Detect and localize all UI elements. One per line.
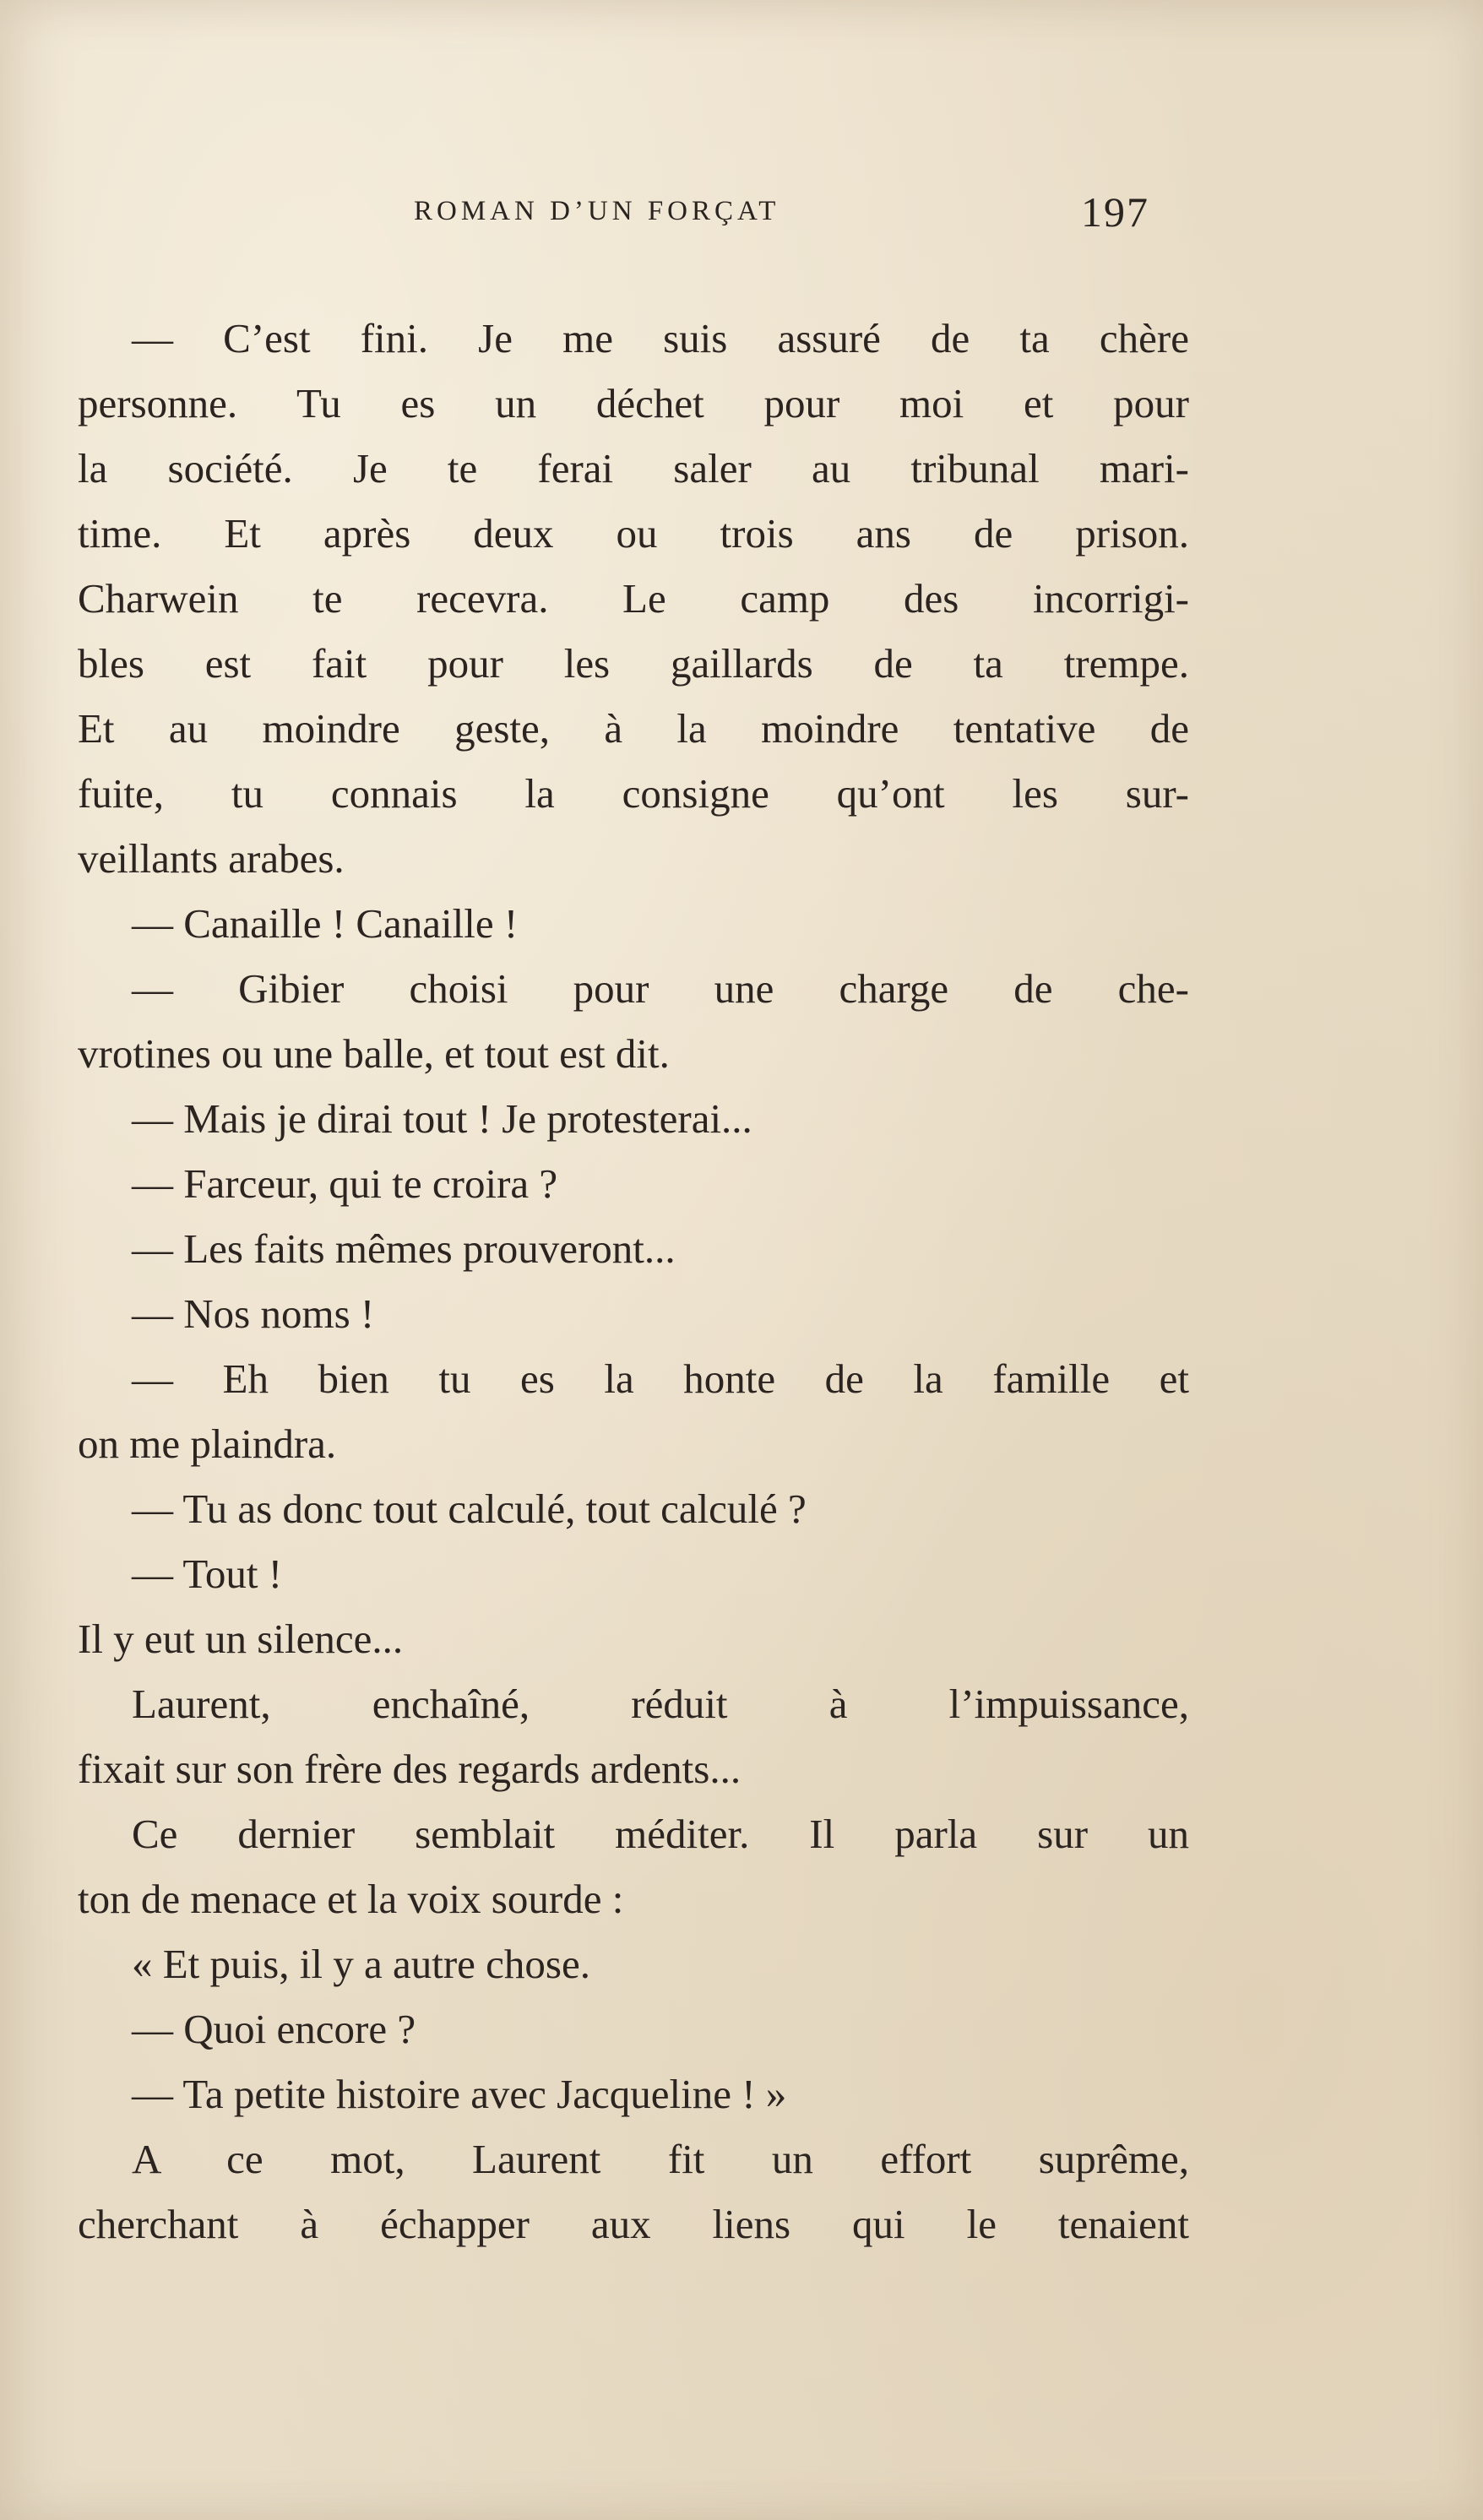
text-line: personne. Tu es un déchet pour moi et pour: [78, 380, 1189, 426]
text-line: — Quoi encore ?: [132, 2006, 416, 2052]
text-line: la société. Je te ferai saler au tribunal mari-: [78, 445, 1189, 492]
text-line: — Gibier choisi pour une charge de che-: [132, 965, 1189, 1012]
running-title: ROMAN D’UN FORÇAT: [414, 196, 780, 226]
text-line: — Farceur, qui te croira ?: [132, 1160, 558, 1207]
text-line: on me plaindra.: [78, 1420, 337, 1467]
text-line: — Tout !: [132, 1551, 283, 1597]
text-line: fuite, tu connais la consigne qu’ont les sur-: [78, 770, 1189, 817]
text-line: Et au moindre geste, à la moindre tentative de: [78, 705, 1189, 752]
text-line: A ce mot, Laurent fit un effort suprême,: [132, 2136, 1189, 2182]
text-line: — Mais je dirai tout ! Je protesterai...: [132, 1095, 752, 1142]
page-header: [0, 187, 1483, 255]
text-line: — C’est fini. Je me suis assuré de ta chère: [132, 315, 1189, 361]
text-line: cherchant à échapper aux liens qui le tenaient: [78, 2201, 1189, 2247]
text-line: — Nos noms !: [132, 1290, 375, 1337]
body-text: [78, 306, 1189, 2257]
text-line: bles est fait pour les gaillards de ta trempe.: [78, 640, 1189, 687]
text-line: « Et puis, il y a autre chose.: [132, 1941, 590, 1987]
text-line: — Ta petite histoire avec Jacqueline ! »: [132, 2071, 787, 2117]
text-line: fixait sur son frère des regards ardents...: [78, 1746, 742, 1792]
text-line: veillants arabes.: [78, 835, 345, 882]
page-number: 197: [1081, 188, 1149, 236]
text-line: — Eh bien tu es la honte de la famille et: [132, 1355, 1189, 1402]
text-line: Laurent, enchaîné, réduit à l’impuissance,: [132, 1681, 1189, 1727]
text-line: — Les faits mêmes prouveront...: [132, 1225, 676, 1272]
text-line: — Tu as donc tout calculé, tout calculé ?: [132, 1485, 807, 1532]
text-line: Charwein te recevra. Le camp des incorrigi-: [78, 575, 1189, 622]
text-line: time. Et après deux ou trois ans de prison.: [78, 510, 1189, 557]
text-line: Ce dernier semblait méditer. Il parla sur un: [132, 1811, 1189, 1857]
text-line: — Canaille ! Canaille !: [132, 900, 519, 947]
text-line: Il y eut un silence...: [78, 1616, 404, 1662]
text-line: ton de menace et la voix sourde :: [78, 1876, 624, 1922]
text-line: vrotines ou une balle, et tout est dit.: [78, 1030, 670, 1077]
